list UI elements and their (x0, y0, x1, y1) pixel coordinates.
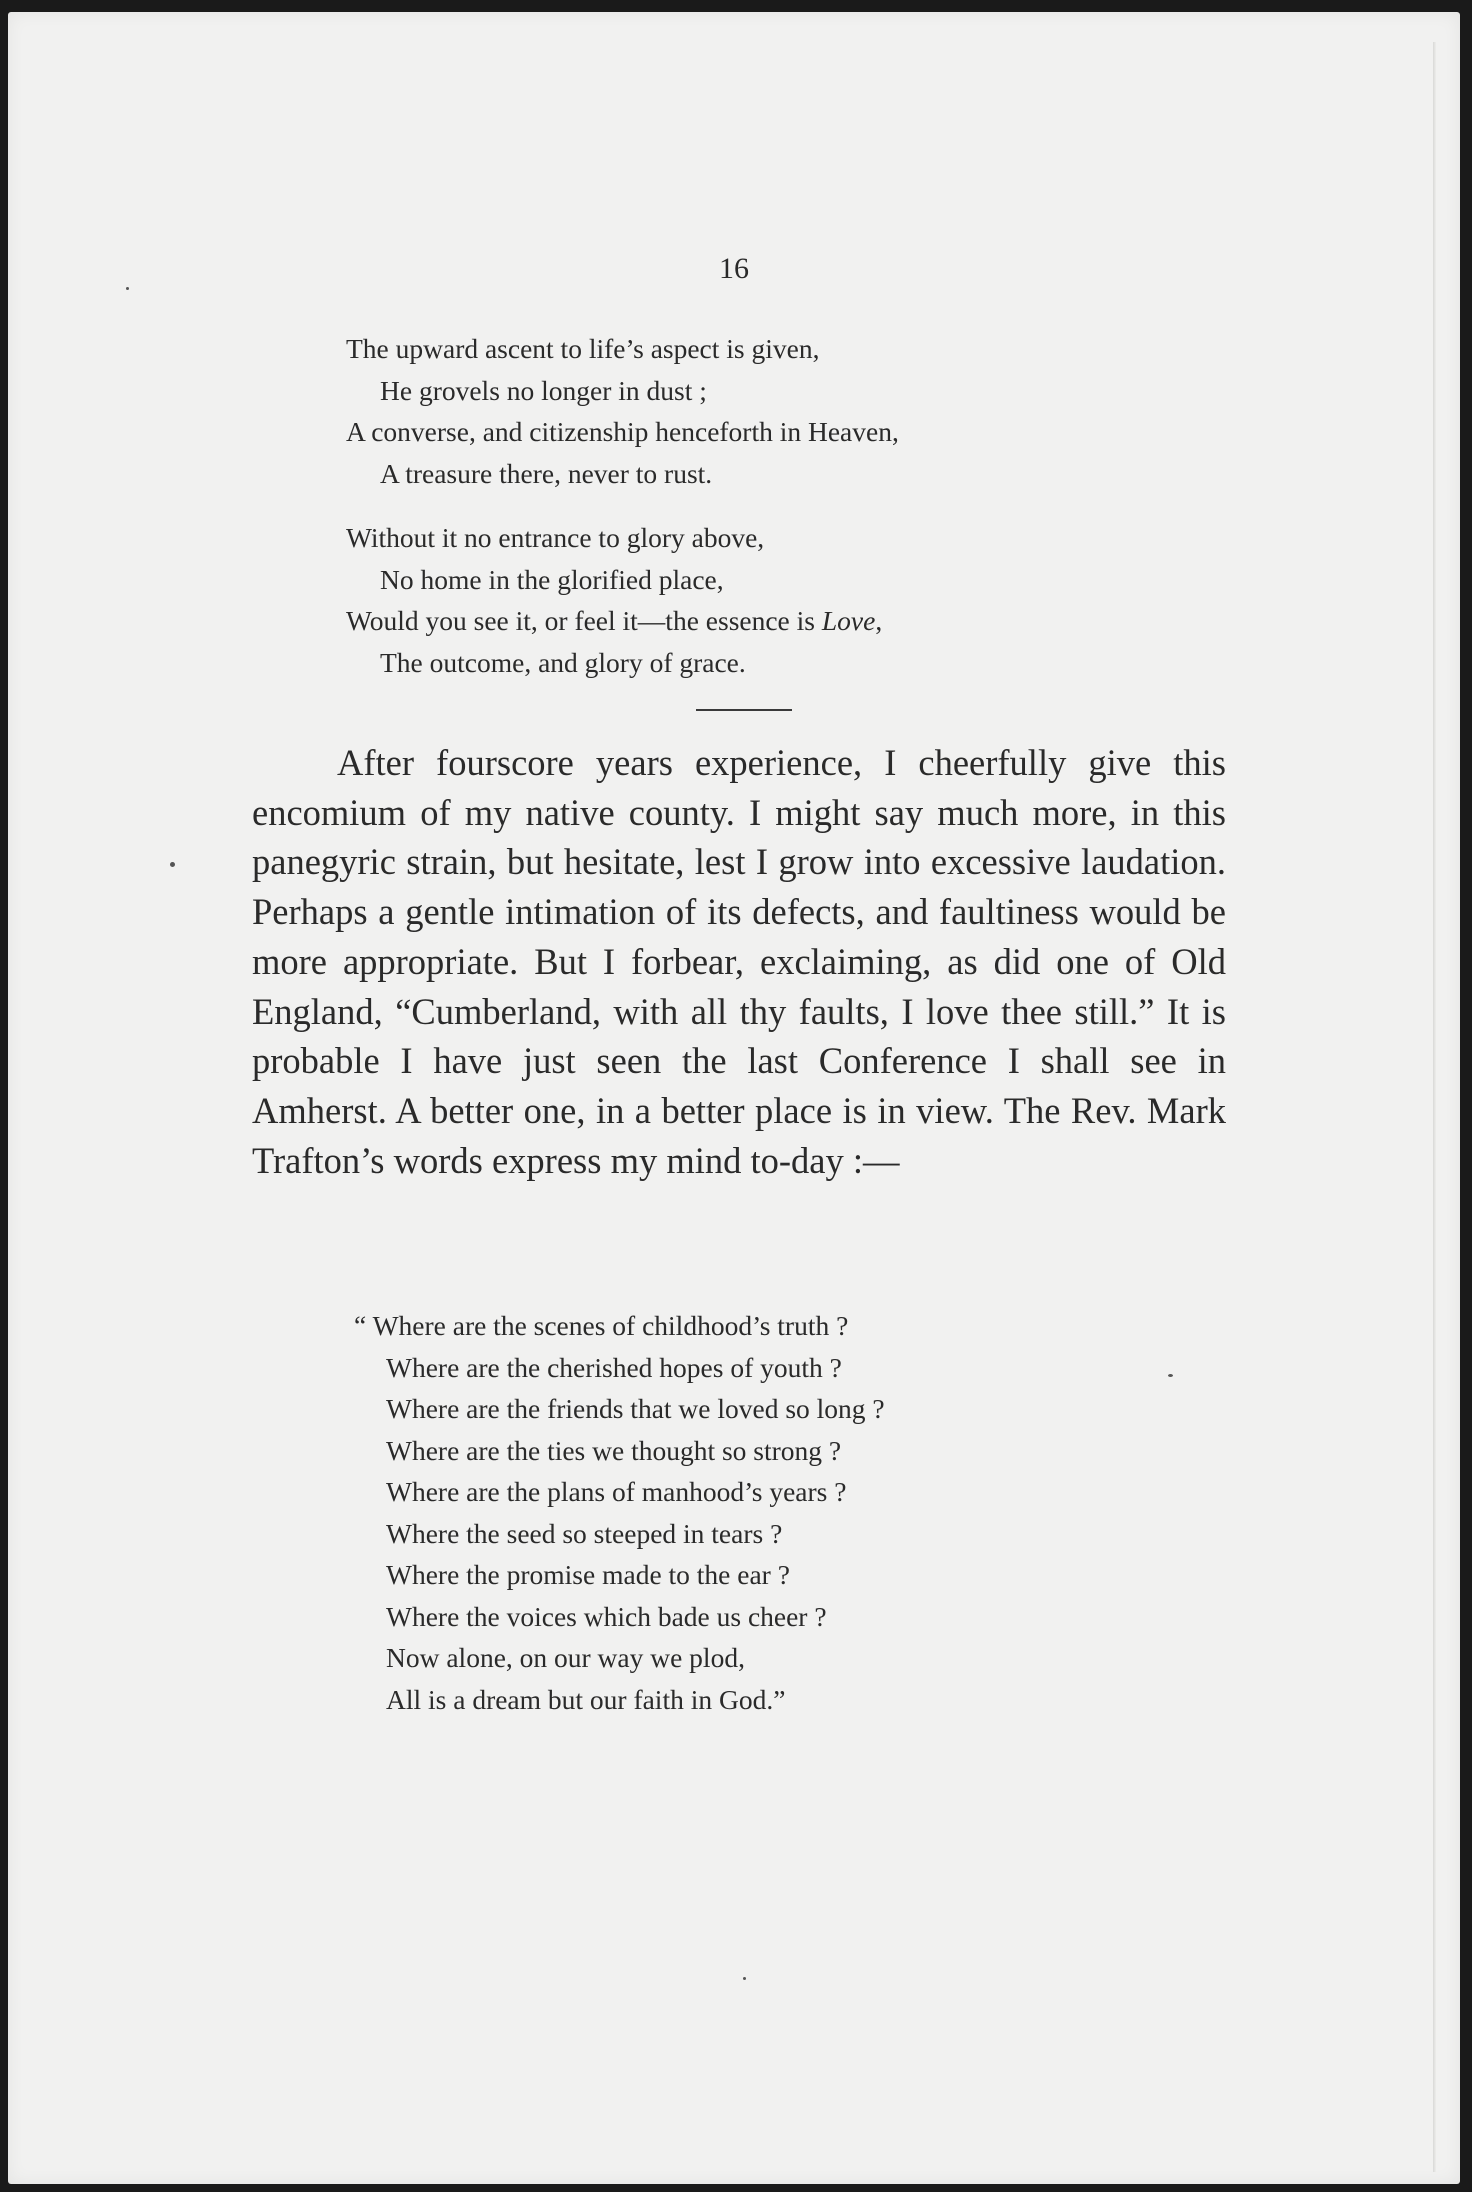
paper-speck (126, 287, 129, 290)
prose-paragraph: After fourscore years experience, I cheerfully give this encomium of my native county. I might say much more, in this panegyric strain, but hesitate, lest I grow into excessive laudation. Perhaps a gentle intimation of its defects, and faultiness would be more appropriate. But I forbear, exclaiming, as did one of Old England, “Cumberland, with all thy faults, I love thee still.” It is probable I have just seen the last Conference I shall see in Amherst. A better one, in a better place is in view. The Rev. Mark Trafton’s words express my mind to-day :— (252, 742, 1226, 1181)
verse-line: No home in the glorified place, (380, 563, 724, 595)
verse-line: The outcome, and glory of grace. (380, 646, 746, 678)
quote-line: Where are the cherished hopes of youth ? (386, 1351, 842, 1383)
verse-line-text: Would you see it, or feel it—the essence is (346, 605, 815, 636)
quote-line: Where the voices which bade us cheer ? (386, 1600, 827, 1632)
quote-line: All is a dream but our faith in God.” (386, 1683, 786, 1715)
paper-speck (170, 862, 175, 867)
page-edge (1433, 42, 1436, 2172)
quote-line: Where are the friends that we loved so long ? (386, 1393, 885, 1424)
book-page (8, 12, 1460, 2184)
quoted-poem (354, 1305, 885, 1720)
verse-line: A treasure there, never to rust. (380, 457, 713, 489)
quote-line: Where are the ties we thought so strong ? (386, 1434, 842, 1466)
page-number: 16 (719, 252, 749, 285)
verse-line-punctuation: , (875, 605, 883, 636)
quote-line: “ Where are the scenes of childhood’s truth ? (354, 1310, 849, 1341)
italic-word: Love (821, 605, 876, 636)
quote-line: Where are the plans of manhood’s years ? (386, 1476, 847, 1507)
verse-line: The upward ascent to life’s aspect is given, (346, 333, 820, 364)
paper-speck (1168, 1374, 1173, 1377)
verse-line: A converse, and citizenship henceforth in Heaven, (346, 416, 899, 447)
verse-line (346, 600, 882, 642)
verse-stanza-2 (346, 517, 882, 683)
quote-line: Where the promise made to the ear ? (386, 1559, 790, 1590)
quote-line: Now alone, on our way we plod, (386, 1642, 745, 1673)
verse-line: He grovels no longer in dust ; (380, 374, 707, 406)
verse-line: Without it no entrance to glory above, (346, 522, 765, 553)
quote-line: Where the seed so steeped in tears ? (386, 1517, 783, 1549)
section-divider (696, 709, 792, 711)
paper-speck (743, 1977, 746, 1980)
verse-stanza-1 (346, 328, 899, 494)
